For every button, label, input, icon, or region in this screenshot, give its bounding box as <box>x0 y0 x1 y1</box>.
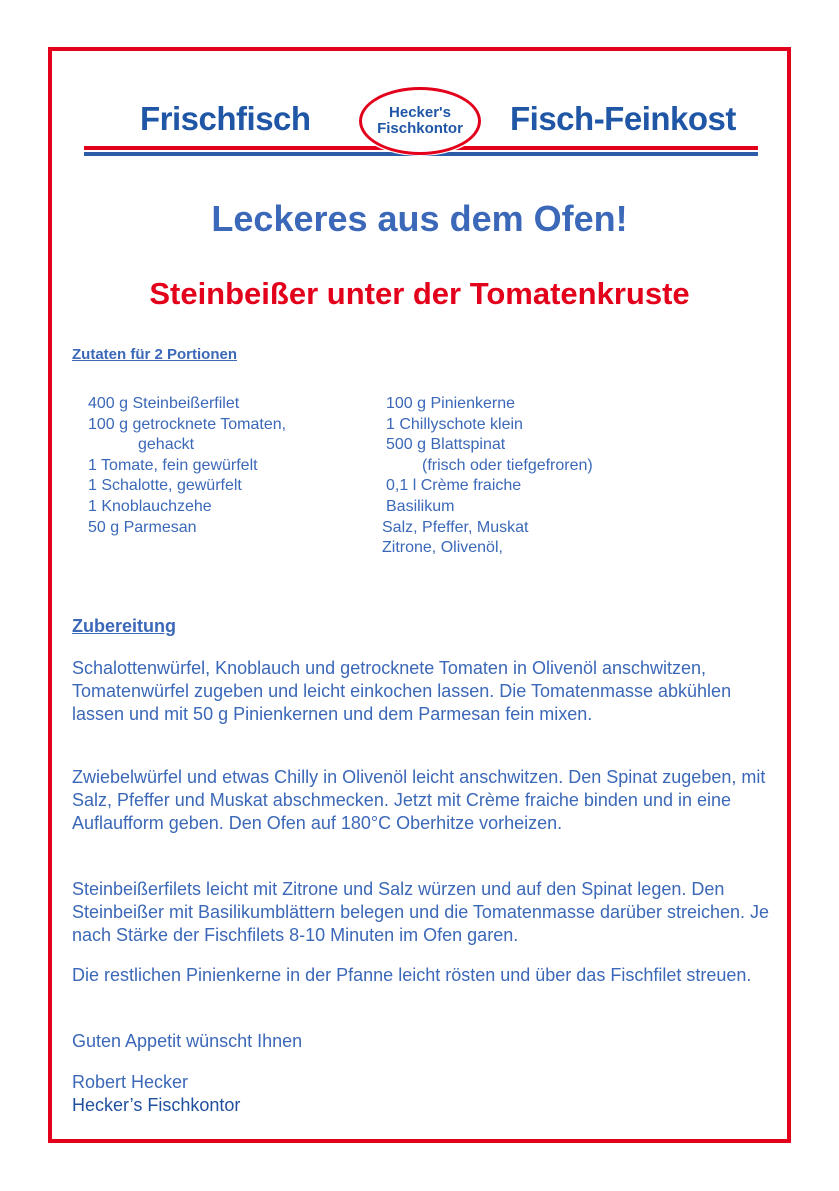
ingredient-item: Basilikum <box>386 497 455 515</box>
preparation-heading: Zubereitung <box>72 616 176 636</box>
ingredient-item: (frisch oder tiefgefroren) <box>422 456 593 474</box>
ingredient-item: 1 Knoblauchzehe <box>88 497 212 515</box>
closing-greeting: Guten Appetit wünscht Ihnen <box>72 1031 303 1051</box>
ingredients-list-right <box>382 394 593 559</box>
ingredient-item: 0,1 l Crème fraiche <box>386 477 522 495</box>
preparation-step-4: Die restlichen Pinienkerne in der Pfanne leicht rösten und über das Fischfilet streuen. <box>72 965 752 985</box>
ingredients-list-left <box>88 394 286 538</box>
ingredient-item: Zitrone, Olivenöl, <box>382 539 503 557</box>
ingredient-item: 100 g Pinienkerne <box>386 395 515 412</box>
ingredient-item: 1 Chillyschote klein <box>386 415 523 433</box>
preparation-step-2: Zwiebelwürfel und etwas Chilly in Olivenöl leicht anschwitzen. Den Spinat zugeben, mit Salz, Pfeffer und Muskat abschmecken. Jetzt mit Crème fraiche binden und in eine Auflaufform geben. Den Ofen auf 180°C Oberhitze vorheizen. <box>72 767 766 833</box>
logo-line-2: Fischkontor <box>377 120 463 137</box>
brand-frischfisch: Frischfisch <box>140 100 311 137</box>
letterhead <box>84 80 758 160</box>
ingredient-item: 1 Schalotte, gewürfelt <box>88 477 242 495</box>
preparation-step-3: Steinbeißerfilets leicht mit Zitrone und Salz würzen und auf den Spinat legen. Den Steinbeißer mit Basilikumblättern belegen und die Tomatenmasse darüber streichen. Je nach Stärke der Fischfilets 8-10 Minuten im Ofen garen. <box>72 879 770 945</box>
logo-line-1: Hecker's <box>389 104 451 121</box>
ingredient-item: 100 g getrocknete Tomaten, <box>88 415 287 433</box>
recipe-title: Steinbeißer unter der Tomatenkruste <box>149 276 690 311</box>
preparation-step-1: Schalottenwürfel, Knoblauch und getrocknete Tomaten in Olivenöl anschwitzen, Tomatenwürfel zugeben und leicht einkochen lassen. Die Tomatenmasse abkühlen lassen und mit 50 g Pinienkernen und dem Parmesan fein mixen. <box>72 658 732 724</box>
signature-company: Hecker’s Fischkontor <box>72 1095 241 1115</box>
heckers-fischkontor-logo <box>359 87 481 155</box>
ingredient-item: 500 g Blattspinat <box>386 436 506 454</box>
ingredient-item: 400 g Steinbeißerfilet <box>88 395 240 412</box>
ingredient-item: Salz, Pfeffer, Muskat <box>382 518 529 536</box>
signature-name: Robert Hecker <box>72 1072 189 1092</box>
page-title: Leckeres aus dem Ofen! <box>211 198 628 239</box>
ingredient-item: 50 g Parmesan <box>88 518 197 536</box>
ingredient-item: 1 Tomate, fein gewürfelt <box>88 456 258 474</box>
brand-fisch-feinkost: Fisch-Feinkost <box>510 100 736 137</box>
logo-backdrop <box>356 84 484 156</box>
ingredient-item: gehackt <box>138 436 195 454</box>
ingredients-heading: Zutaten für 2 Portionen <box>72 346 237 363</box>
